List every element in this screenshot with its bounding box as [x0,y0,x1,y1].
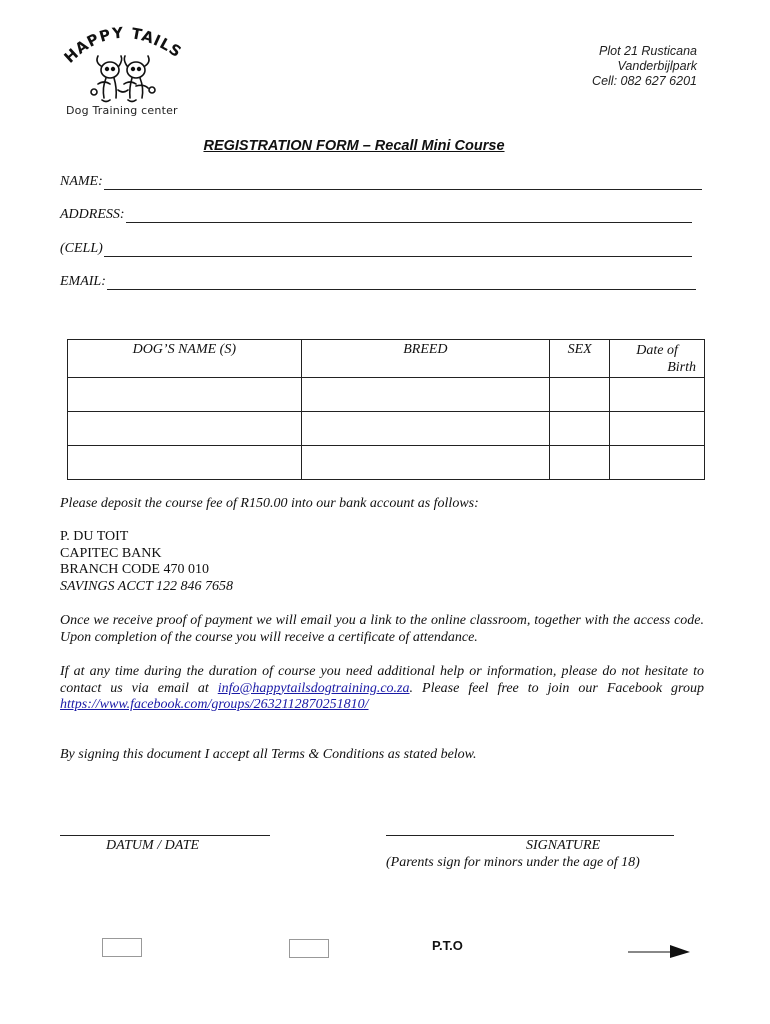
breed-cell[interactable] [301,446,550,480]
help-paragraph [60,664,704,714]
terms-acceptance-text: By signing this document I accept all Terms & Conditions as stated below. [60,747,477,762]
header-date-of-birth [610,340,705,378]
date-label: DATUM / DATE [106,838,200,853]
arrow-right-icon [628,942,692,960]
address-field[interactable] [60,205,692,223]
svg-text:HAPPY TAILS [61,24,186,67]
address-label: ADDRESS: [60,207,125,222]
help-text-middle: . Please feel free to join our Facebook group [409,680,704,696]
breed-cell[interactable] [301,412,550,446]
payment-intro: Please deposit the course fee of R150.00 into our bank account as follows: [60,496,479,511]
bank-details [60,529,233,595]
facebook-group-link[interactable]: https://www.facebook.com/groups/2632112870251810/ [60,697,369,712]
dob-cell[interactable] [610,378,705,412]
bank-account-name: P. DU TOIT [60,529,129,544]
header-dob-line1: Date of [636,343,678,358]
dog-details-table [67,339,705,480]
name-blank-line[interactable] [104,175,702,190]
dog-name-cell[interactable] [68,378,302,412]
address-line-town: Vanderbijlpark [617,59,697,73]
pto-label: P.T.O [432,938,463,953]
breed-cell[interactable] [301,378,550,412]
cell-label: (CELL) [60,241,103,256]
cell-blank-line[interactable] [104,242,692,257]
header-dog-name: DOG’S NAME (S) [68,340,302,378]
footer-box-middle [289,939,329,958]
bank-account-number: SAVINGS ACCT 122 846 7658 [60,578,234,594]
proof-of-payment-text: Once we receive proof of payment we will email you a link to the online classroom, together with the access code. Upon completion of the course you will receive a certificate of attendance. [60,613,704,645]
header-breed: BREED [301,340,550,378]
dog-name-cell[interactable] [68,446,302,480]
dob-cell[interactable] [610,412,705,446]
sex-cell[interactable] [550,412,610,446]
logo-arc-text: HAPPY TAILS [60,23,186,67]
address-blank-line[interactable] [126,208,692,223]
email-label: EMAIL: [60,274,106,289]
table-row [68,446,705,480]
email-blank-line[interactable] [107,275,696,290]
sex-cell[interactable] [550,446,610,480]
help-text-start: If at any time during the duration of course you need additional help or information, please do not hesitate to contact us via email at [60,664,704,696]
address-line-cell: Cell: 082 627 6201 [592,74,697,88]
header-sex: SEX [550,340,610,378]
logo-caption: Dog Training center [66,104,178,117]
form-title: REGISTRATION FORM – Recall Mini Course [203,138,505,154]
dog-name-cell[interactable] [68,412,302,446]
address-block [592,44,697,89]
cell-field[interactable] [60,239,692,257]
dog-mascot-icon [91,56,155,102]
bank-name: CAPITEC BANK [60,545,162,561]
table-row [68,412,705,446]
dob-cell[interactable] [610,446,705,480]
signature-line[interactable] [386,835,674,836]
address-line-plot: Plot 21 Rusticana [599,44,697,58]
table-header-row [68,340,705,378]
footer-box-left [102,938,142,957]
table-row [68,378,705,412]
sex-cell[interactable] [550,378,610,412]
email-link[interactable]: info@happytailsdogtraining.co.za [217,680,410,696]
parents-note: (Parents sign for minors under the age of 18) [386,855,640,870]
header-dob-line2: Birth [667,360,696,375]
name-label: NAME: [60,174,103,189]
date-signature-line[interactable] [60,835,270,836]
signature-label: SIGNATURE [526,838,601,853]
name-field[interactable] [60,172,702,190]
bank-branch-code: BRANCH CODE 470 010 [60,562,209,577]
email-field[interactable] [60,272,696,290]
